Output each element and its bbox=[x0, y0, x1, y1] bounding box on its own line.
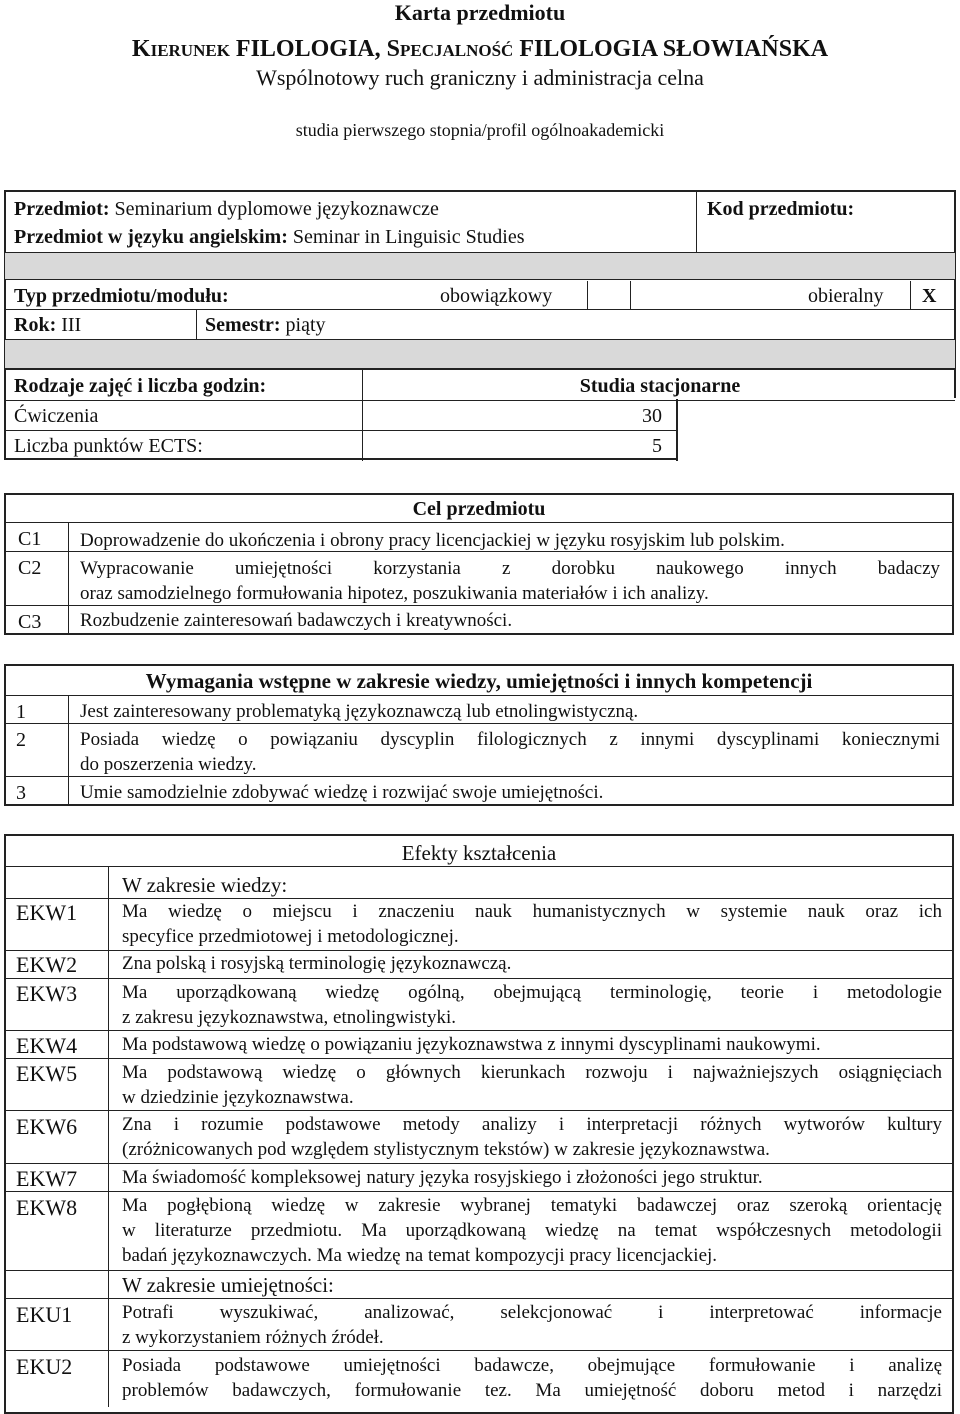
subject-value: Seminarium dyplomowe językoznawcze bbox=[114, 198, 439, 220]
subject-row bbox=[14, 196, 439, 222]
goal-text-line: oraz samodzielnego formułowania hipotez, poszukiwania materiałów i ich analizy. bbox=[80, 583, 709, 604]
semester-value: piąty bbox=[285, 314, 326, 336]
subject-en-label: Przedmiot w języku angielskim: bbox=[14, 226, 288, 248]
year-row bbox=[14, 312, 81, 338]
semester-row bbox=[205, 312, 326, 338]
knowledge-heading: W zakresie wiedzy: bbox=[122, 873, 288, 897]
program-line bbox=[0, 34, 960, 64]
specialization-subtitle: Wspólnotowy ruch graniczny i administracja celna bbox=[256, 65, 704, 90]
kierunek-value: FILOLOGIA, bbox=[235, 36, 387, 62]
outcome-text-line: Ma świadomość kompleksowej natury języka rosyjskiego i złożoności jego struktur. bbox=[122, 1167, 763, 1188]
outcome-text-line: Ma podstawową wiedzę o głównych kierunkach rozwoju i najważniejszych osiągnięciach bbox=[122, 1062, 942, 1083]
requirement-code: 2 bbox=[16, 729, 26, 751]
outcome-code: EKW3 bbox=[16, 981, 78, 1006]
study-level: studia pierwszego stopnia/profil ogólnoakademicki bbox=[295, 120, 665, 140]
subject-code-label: Kod przedmiotu: bbox=[707, 198, 855, 220]
specjalnosc-label: Specjalność bbox=[386, 36, 520, 62]
hours-studies-label: Studia stacjonarne bbox=[579, 375, 741, 397]
outcome-text-line: z wykorzystaniem różnych źródeł. bbox=[122, 1327, 384, 1348]
requirement-text-line: Posiada wiedzę o powiązaniu dyscyplin filologicznych z innymi dyscyplinami koniecznymi bbox=[80, 729, 940, 750]
outcome-code: EKW1 bbox=[16, 900, 78, 925]
type-optional: obieralny bbox=[808, 285, 884, 307]
year-value: III bbox=[61, 314, 82, 336]
requirement-code: 3 bbox=[16, 782, 26, 804]
specjalnosc-value: FILOLOGIA SŁOWIAŃSKA bbox=[519, 36, 829, 62]
ects-value: 5 bbox=[652, 435, 662, 457]
class-hours: 30 bbox=[642, 405, 662, 427]
outcome-text-line: Ma pogłębioną wiedzę w zakresie wybranej tematyki badawczej oraz szeroką orientację bbox=[122, 1195, 942, 1216]
outcome-text-line: Zna polską i rosyjską terminologię językoznawczą. bbox=[122, 953, 512, 974]
class-label: Ćwiczenia bbox=[14, 405, 99, 427]
outcome-text-line: Zna i rozumie podstawowe metody analizy i interpretacji różnych wytworów kultury bbox=[122, 1114, 942, 1135]
outcome-code: EKW7 bbox=[16, 1166, 78, 1191]
requirement-text: Umie samodzielnie zdobywać wiedzę i rozwijać swoje umiejętności. bbox=[80, 782, 604, 803]
outcomes-title: Efekty kształcenia bbox=[401, 841, 557, 865]
card-title: Karta przedmiotu bbox=[394, 0, 566, 25]
outcome-text-line: specyfice przedmiotowej i metodologicznej. bbox=[122, 926, 459, 947]
outcome-code: EKW2 bbox=[16, 952, 78, 977]
goal-text-line: Wypracowanie umiejętności korzystania z dorobku naukowego innych badaczy bbox=[80, 558, 940, 579]
goal-text: Rozbudzenie zainteresowań badawczych i kreatywności. bbox=[80, 610, 513, 631]
subject-en-row bbox=[14, 224, 525, 250]
outcome-text-line: z zakresu językoznawstwa, etnolingwistyki. bbox=[122, 1007, 456, 1028]
outcome-code: EKW6 bbox=[16, 1114, 78, 1139]
requirements-title: Wymagania wstępne w zakresie wiedzy, umiejętności i innych kompetencji bbox=[145, 669, 813, 693]
outcome-code: EKW4 bbox=[16, 1033, 78, 1058]
year-label: Rok: bbox=[14, 314, 57, 336]
semester-label: Semestr: bbox=[205, 314, 281, 336]
requirement-text: Jest zainteresowany problematyką językoznawczą lub etnolingwistyczną. bbox=[80, 701, 639, 722]
outcome-code: EKW8 bbox=[16, 1195, 78, 1220]
outcome-text-line: badań językoznawczych. Ma wiedzę na temat kompozycji pracy licencjackiej. bbox=[122, 1245, 718, 1266]
type-optional-mark: X bbox=[922, 285, 937, 307]
hours-label: Rodzaje zajęć i liczba godzin: bbox=[14, 375, 267, 397]
outcome-text-line: w dziedzinie językoznawstwa. bbox=[122, 1087, 354, 1108]
skills-heading: W zakresie umiejętności: bbox=[122, 1273, 334, 1297]
subject-en-value: Seminar in Linguisic Studies bbox=[292, 226, 525, 248]
type-label: Typ przedmiotu/modułu: bbox=[14, 285, 229, 307]
requirement-text-line: do poszerzenia wiedzy. bbox=[80, 754, 257, 775]
kierunek-label: Kierunek bbox=[131, 36, 236, 62]
outcome-text-line: Potrafi wyszukiwać, analizować, selekcjonować i interpretować informacje bbox=[122, 1302, 942, 1323]
goal-code: C3 bbox=[18, 611, 42, 633]
subject-label: Przedmiot: bbox=[14, 198, 110, 220]
outcome-code: EKW5 bbox=[16, 1061, 78, 1086]
outcome-text-line: w literaturze przedmiotu. Ma uporządkowaną wiedzę na temat współczesnych metodologii bbox=[122, 1220, 942, 1241]
outcome-text-line: problemów badawczych, formułowanie tez. Ma umiejętność doboru metod i narzędzi bbox=[122, 1380, 942, 1401]
goal-code: C1 bbox=[18, 528, 42, 550]
outcome-text-line: Ma podstawową wiedzę o powiązaniu językoznawstwa z innymi dyscyplinami naukowymi. bbox=[122, 1034, 821, 1055]
type-mandatory: obowiązkowy bbox=[440, 285, 553, 307]
goals-title: Cel przedmiotu bbox=[412, 498, 546, 520]
outcome-text-line: Ma uporządkowaną wiedzę ogólną, obejmującą terminologię, teorie i metodologie bbox=[122, 982, 942, 1003]
outcome-code: EKU1 bbox=[16, 1302, 73, 1327]
goal-text: Doprowadzenie do ukończenia i obrony pracy licencjackiej w języku rosyjskim lub polskim. bbox=[80, 530, 785, 551]
ects-label: Liczba punktów ECTS: bbox=[14, 435, 203, 457]
outcome-text-line: Posiada podstawowe umiejętności badawcze, obejmujące formułowanie i analizę bbox=[122, 1355, 942, 1376]
requirement-code: 1 bbox=[16, 701, 26, 723]
outcome-code: EKU2 bbox=[16, 1354, 73, 1379]
outcome-text-line: Ma wiedzę o miejscu i znaczeniu nauk humanistycznych w systemie nauk oraz ich bbox=[122, 901, 942, 922]
goal-code: C2 bbox=[18, 557, 42, 579]
outcome-text-line: (zróżnicowanych pod względem stylistycznym tekstów) w zakresie językoznawstwa. bbox=[122, 1139, 770, 1160]
